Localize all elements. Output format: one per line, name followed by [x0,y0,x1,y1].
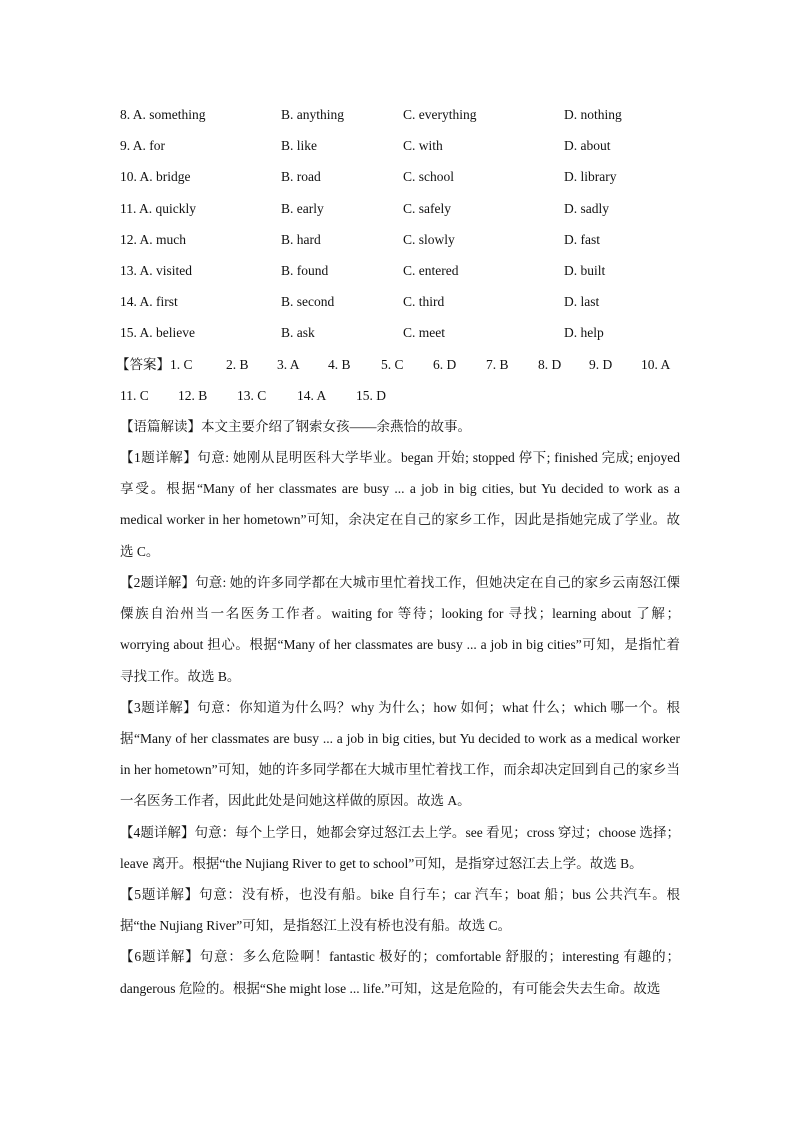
option-d: D. nothing [564,107,622,122]
option-a: 12. A. much [120,231,186,247]
answer-item: 7. B [486,356,509,372]
option-b: B. second [281,294,335,310]
option-c: C. everything [403,107,477,122]
option-d: D. fast [564,231,600,247]
option-a: 8. A. something [120,107,206,122]
answer-item: 8. D [538,356,562,372]
option-c: C. school [403,169,455,185]
option-b: B. ask [281,325,315,341]
explanation-2: 【2题详解】句意: 她的许多同学都在大城市里忙着找工作，但她决定在自己的家乡云南怒江傈僳族自治州当一名医务工作者。waiting for 等待；looking for 寻找；learning about 了解；worrying about 担心。根据“Many of her classmates are busy ... a job in big cities”可知，是指忙着寻找工作。故选 B。 [120,574,680,684]
explanation-3: 【3题详解】句意：你知道为什么吗？why 为什么；how 如何；what 什么；which 哪一个。根据“Many of her classmates are busy ... a job in big cities, but Yu decided to work as a medical worker in her hometown”可知，她的许多同学都在大城市里忙着找工作，而余却决定回到自己的家乡当一名医务工作者，因此此处是问她这样做的原因。故选 A。 [120,699,680,809]
option-row-13 [120,255,680,286]
passage-summary: 【语篇解读】本文主要介绍了钢索女孩——余燕恰的故事。 [120,418,471,434]
option-a: 15. A. believe [120,325,195,341]
answer-item: 3. A [277,356,300,372]
explanation-1: 【1题详解】句意: 她刚从昆明医科大学毕业。began 开始; stopped 停下; finished 完成; enjoyed 享受。根据“Many of her classmates are busy ... a job in big cities, but Yu decided to work as a medical worker in her hometown”可知，余决定在自己的家乡工作，因此是指她完成了学业。故选 C。 [120,450,680,559]
option-b: B. like [281,138,317,154]
option-c: C. slowly [403,231,455,247]
option-c: C. entered [403,262,459,278]
option-row-10 [120,161,680,192]
option-b: B. early [281,200,324,216]
option-d: D. built [564,262,606,278]
option-row-15 [120,317,680,348]
answer-item: 6. D [433,356,457,372]
answer-row-1 [116,349,680,380]
option-d: D. library [564,169,617,185]
option-row-12 [120,224,680,255]
explanation-6: 【6题详解】句意：多么危险啊！fantastic 极好的；comfortable 舒服的；interesting 有趣的；dangerous 危险的。根据“She might lose ... life.”可知，这是危险的，有可能会失去生命。故选 [120,949,680,996]
explanation-5: 【5题详解】句意：没有桥，也没有船。bike 自行车；car 汽车；boat 船；bus 公共汽车。根据“the Nujiang River”可知，是指怒江上没有桥也没有船。故选 C。 [120,886,680,934]
answer-item: 11. C [120,387,149,403]
option-row-14 [120,286,680,317]
option-row-8 [120,99,680,130]
option-c: C. with [403,138,443,154]
answer-item: 4. B [328,356,351,372]
option-b: B. anything [281,107,344,122]
option-a: 13. A. visited [120,262,193,278]
answer-item: 12. B [178,387,208,403]
option-b: B. hard [281,231,321,247]
option-d: D. sadly [564,200,609,216]
option-b: B. road [281,169,321,185]
answer-item: 10. A [641,356,671,372]
option-c: C. safely [403,200,451,216]
option-b: B. found [281,262,329,278]
answer-item: 14. A [297,387,327,403]
answer-item: 【答案】1. C [116,356,193,372]
option-a: 9. A. for [120,138,165,154]
option-c: C. meet [403,325,445,341]
option-a: 10. A. bridge [120,169,191,185]
answer-item: 15. D [356,387,386,403]
option-d: D. last [564,294,600,310]
option-d: D. about [564,138,611,154]
document-page [116,99,680,1004]
answer-item: 13. C [237,387,267,403]
answer-item: 5. C [381,356,404,372]
answer-row-2 [120,380,680,411]
option-c: C. third [403,294,445,310]
option-a: 14. A. first [120,294,178,310]
answer-item: 9. D [589,356,613,372]
option-d: D. help [564,325,604,341]
answer-item: 2. B [226,356,249,372]
option-row-11 [120,193,680,224]
option-a: 11. A. quickly [120,200,196,216]
option-row-9 [120,130,680,161]
explanation-4: 【4题详解】句意：每个上学日，她都会穿过怒江去上学。see 看见；cross 穿过；choose 选择；leave 离开。根据“the Nujiang River to get to school”可知，是指穿过怒江去上学。故选 B。 [120,824,680,871]
